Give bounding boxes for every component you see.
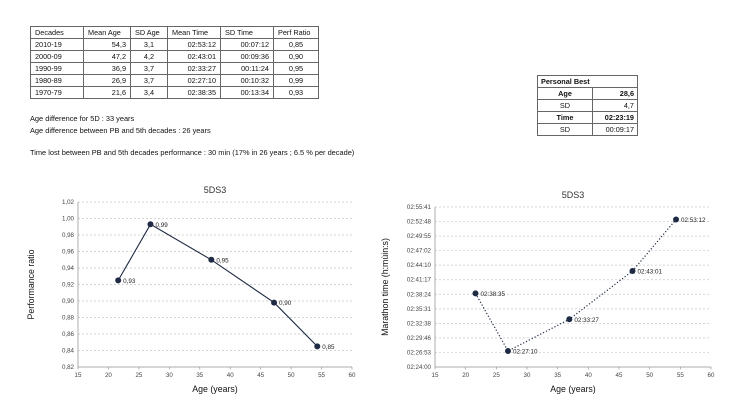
cell-perf-ratio: 0,90	[274, 51, 319, 63]
pb-value: 02:23:19	[593, 112, 638, 124]
data-point	[472, 290, 478, 296]
y-tick-label: 1,00	[61, 215, 74, 223]
y-tick-label: 0,94	[61, 265, 74, 272]
pb-value: 4,7	[593, 100, 638, 112]
note-age-difference-pb: Age difference between PB and 5th decades : 26 years	[30, 126, 211, 135]
x-tick-label: 55	[318, 372, 326, 379]
table-row	[538, 88, 638, 100]
cell-sd-time: 00:09:36	[221, 51, 274, 63]
data-point	[271, 300, 277, 306]
cell-sd-age: 3,4	[131, 87, 168, 99]
y-tick-label: 02:52:48	[406, 218, 431, 226]
cell-perf-ratio: 0,99	[274, 75, 319, 87]
x-tick-label: 40	[584, 372, 592, 379]
cell-mean-time: 02:43:01	[168, 51, 221, 63]
decades-table	[30, 26, 319, 99]
x-tick-label: 30	[523, 372, 531, 379]
pb-label: SD	[538, 124, 593, 136]
x-tick-label: 25	[135, 372, 143, 379]
x-tick-label: 20	[104, 372, 112, 379]
header-mean-time: Mean Time	[168, 27, 221, 39]
table-row	[538, 112, 638, 124]
y-tick-label: 02:26:53	[406, 349, 431, 357]
data-label: 0,95	[216, 257, 229, 265]
pb-label: Age	[538, 88, 593, 100]
cell-decade: 2000-09	[31, 51, 84, 63]
y-tick-label: 0,90	[61, 298, 74, 305]
y-axis-label: Performance ratio	[26, 249, 36, 320]
header-sd-time: SD Time	[221, 27, 274, 39]
table-row	[31, 63, 319, 75]
chart-title: 5DS3	[203, 185, 227, 195]
cell-perf-ratio: 0,95	[274, 63, 319, 75]
data-label: 0,85	[322, 343, 335, 351]
cell-mean-age: 26,9	[84, 75, 131, 87]
y-tick-label: 02:38:24	[406, 291, 431, 299]
x-tick-label: 15	[74, 372, 82, 379]
cell-sd-time: 00:11:24	[221, 63, 274, 75]
cell-sd-time: 00:13:34	[221, 87, 274, 99]
x-tick-label: 55	[676, 372, 684, 379]
chart-title: 5DS3	[561, 190, 585, 200]
performance-ratio-chart	[0, 178, 365, 411]
y-tick-label: 02:47:02	[406, 247, 431, 255]
pb-value: 28,6	[593, 88, 638, 100]
data-label: 0,90	[279, 300, 292, 308]
cell-sd-age: 4,2	[131, 51, 168, 63]
series-line	[118, 221, 317, 346]
note-age-difference-5d: Age difference for 5D : 33 years	[30, 114, 135, 123]
table-row	[31, 39, 319, 51]
y-tick-label: 02:29:46	[406, 334, 431, 342]
cell-decade: 2010-19	[31, 39, 84, 51]
x-tick-label: 60	[707, 372, 715, 379]
y-tick-label: 0,92	[61, 281, 74, 289]
note-time-lost: Time lost between PB and 5th decades performance : 30 min (17% in 26 years ; 6.5 % per decade)	[30, 148, 355, 157]
x-tick-label: 35	[554, 372, 562, 379]
y-tick-label: 02:41:17	[406, 276, 431, 284]
x-tick-label: 50	[646, 372, 654, 379]
data-point	[208, 257, 214, 263]
x-tick-label: 15	[431, 372, 439, 379]
data-label: 02:27:10	[512, 348, 538, 356]
header-decades: Decades	[31, 27, 84, 39]
data-point	[566, 316, 572, 322]
cell-sd-age: 3,7	[131, 75, 168, 87]
y-tick-label: 02:55:41	[406, 204, 431, 211]
data-label: 0,99	[155, 221, 168, 229]
data-point	[505, 348, 511, 354]
x-tick-label: 40	[226, 372, 234, 379]
data-label: 02:38:35	[480, 290, 505, 298]
cell-sd-time: 00:07:12	[221, 39, 274, 51]
y-tick-label: 0,96	[61, 248, 74, 256]
cell-sd-time: 00:10:32	[221, 75, 274, 87]
table-row	[538, 100, 638, 112]
y-tick-label: 0,88	[61, 314, 74, 322]
series-line	[476, 220, 677, 352]
data-label: 02:43:01	[637, 268, 663, 276]
cell-mean-age: 54,3	[84, 39, 131, 51]
x-tick-label: 30	[165, 372, 173, 379]
header-sd-age: SD Age	[131, 27, 168, 39]
data-label: 0,93	[123, 277, 136, 285]
data-point	[115, 277, 121, 283]
table-row	[538, 124, 638, 136]
marathon-time-chart	[365, 178, 730, 411]
table-header-row	[31, 27, 319, 39]
data-point	[629, 268, 635, 274]
y-tick-label: 02:32:38	[406, 320, 431, 328]
x-tick-label: 20	[462, 372, 470, 379]
y-tick-label: 02:44:10	[406, 262, 431, 270]
cell-perf-ratio: 0,93	[274, 87, 319, 99]
y-tick-label: 0,98	[61, 232, 74, 239]
table-row	[31, 87, 319, 99]
cell-decade: 1990-99	[31, 63, 84, 75]
x-tick-label: 50	[287, 372, 295, 379]
table-row	[31, 51, 319, 63]
x-tick-label: 45	[257, 372, 265, 379]
data-label: 02:33:27	[574, 316, 599, 324]
y-tick-label: 02:49:55	[406, 233, 431, 241]
cell-mean-age: 21,6	[84, 87, 131, 99]
x-axis-label: Age (years)	[550, 384, 596, 394]
data-point	[314, 343, 320, 349]
header-mean-age: Mean Age	[84, 27, 131, 39]
x-tick-label: 35	[196, 372, 204, 379]
cell-mean-age: 47,2	[84, 51, 131, 63]
pb-label: SD	[538, 100, 593, 112]
y-tick-label: 02:35:31	[406, 305, 431, 313]
cell-sd-age: 3,1	[131, 39, 168, 51]
y-tick-label: 02:24:00	[406, 364, 431, 371]
pb-value: 00:09:17	[593, 124, 638, 136]
data-point	[673, 217, 679, 223]
y-axis-label: Marathon time (h:mùin:s)	[380, 238, 390, 336]
cell-mean-time: 02:53:12	[168, 39, 221, 51]
data-label: 02:53:12	[681, 217, 706, 225]
x-axis-label: Age (years)	[192, 384, 238, 394]
cell-mean-age: 36,9	[84, 63, 131, 75]
cell-decade: 1970-79	[31, 87, 84, 99]
header-perf-ratio: Perf Ratio	[274, 27, 319, 39]
cell-decade: 1980-89	[31, 75, 84, 87]
y-tick-label: 0,82	[61, 364, 74, 371]
personal-best-table	[537, 75, 638, 136]
personal-best-title-row	[538, 76, 638, 88]
cell-sd-age: 3,7	[131, 63, 168, 75]
x-tick-label: 60	[348, 372, 356, 379]
cell-mean-time: 02:27:10	[168, 75, 221, 87]
table-row	[31, 75, 319, 87]
x-tick-label: 45	[615, 372, 623, 379]
x-tick-label: 25	[492, 372, 500, 379]
y-tick-label: 0,86	[61, 331, 74, 338]
pb-label: Time	[538, 112, 593, 124]
y-tick-label: 1,02	[61, 199, 74, 206]
data-point	[147, 221, 153, 227]
personal-best-title: Personal Best	[538, 76, 638, 88]
cell-mean-time: 02:38:35	[168, 87, 221, 99]
cell-mean-time: 02:33:27	[168, 63, 221, 75]
cell-perf-ratio: 0,85	[274, 39, 319, 51]
y-tick-label: 0,84	[61, 347, 74, 355]
